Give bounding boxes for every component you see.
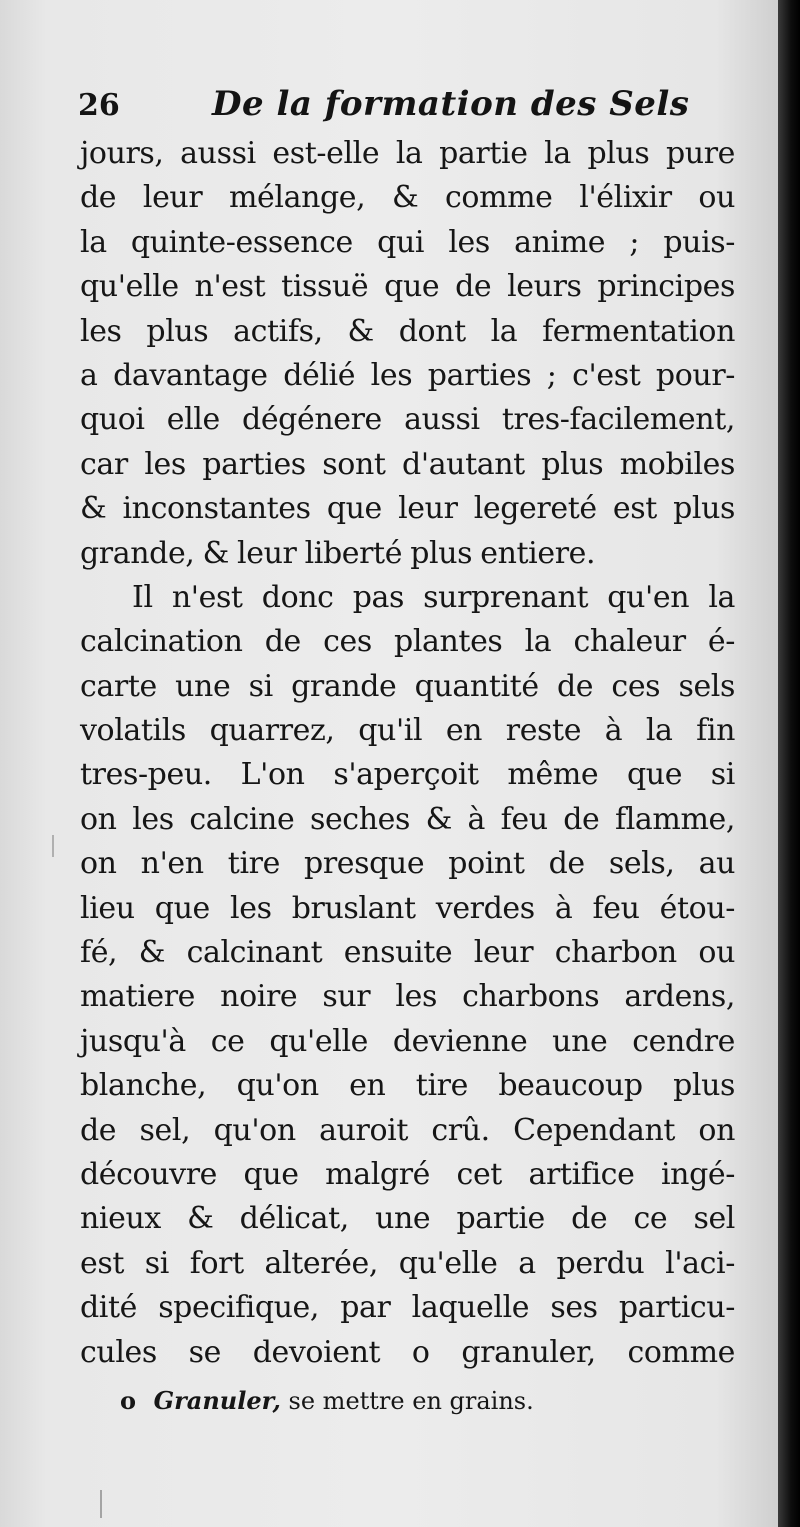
text-line: calcination de ces plantes la chaleur é- <box>80 624 735 660</box>
page-number: 26 <box>78 88 120 123</box>
text-line: & inconstantes que leur legereté est plus <box>80 491 735 527</box>
running-title: De la formation des Sels <box>212 84 690 124</box>
text-line: la quinte-essence qui les anime ; puis- <box>80 224 735 260</box>
text-line: grande, & leur liberté plus entiere. <box>80 535 596 571</box>
text-line: quoi elle dégénere aussi tres-facilement, <box>80 402 735 438</box>
text-line: fé, & calcinant ensuite leur charbon ou <box>80 935 735 971</box>
page-edge-shadow <box>778 0 800 1527</box>
body-text <box>80 132 735 1375</box>
text-line: découvre que malgré cet artifice ingé- <box>80 1156 735 1192</box>
text-line: on les calcine seches & à feu de flamme, <box>80 801 735 837</box>
text-line: qu'elle n'est tissuë que de leurs principes <box>80 269 735 305</box>
footnote <box>120 1386 534 1415</box>
text-line: car les parties sont d'autant plus mobiles <box>80 446 735 482</box>
text-line: blanche, qu'on en tire beaucoup plus <box>80 1068 735 1104</box>
text-line: nieux & délicat, une partie de ce sel <box>80 1201 735 1237</box>
footnote-definition: se mettre en grains. <box>288 1387 534 1415</box>
text-line: de leur mélange, & comme l'élixir ou <box>80 180 735 216</box>
text-line: est si fort alterée, qu'elle a perdu l'aci- <box>80 1245 735 1281</box>
text-line: de sel, qu'on auroit crû. Cependant on <box>80 1112 735 1148</box>
text-line: cules se devoient o granuler, comme <box>80 1334 735 1370</box>
text-line: tres-peu. L'on s'aperçoit même que si <box>80 757 735 793</box>
text-line: a davantage délié les parties ; c'est pour- <box>80 357 735 393</box>
paper-speck <box>100 1490 108 1518</box>
text-line: on n'en tire presque point de sels, au <box>80 846 735 882</box>
running-head <box>78 82 738 132</box>
text-line: matiere noire sur les charbons ardens, <box>80 979 735 1015</box>
text-line: Il n'est donc pas surprenant qu'en la <box>132 579 735 615</box>
paper-speck <box>52 835 60 857</box>
text-line: dité specifique, par laquelle ses particu- <box>80 1290 735 1326</box>
text-line: volatils quarrez, qu'il en reste à la fin <box>80 713 735 749</box>
text-line: lieu que les bruslant verdes à feu étou- <box>80 890 735 926</box>
footnote-marker: o <box>120 1386 137 1415</box>
text-line: les plus actifs, & dont la fermentation <box>80 313 735 349</box>
text-line: carte une si grande quantité de ces sels <box>80 668 735 704</box>
text-line: jours, aussi est-elle la partie la plus pure <box>80 136 735 171</box>
footnote-term: Granuler, <box>153 1386 281 1415</box>
text-line: jusqu'à ce qu'elle devienne une cendre <box>80 1023 735 1059</box>
